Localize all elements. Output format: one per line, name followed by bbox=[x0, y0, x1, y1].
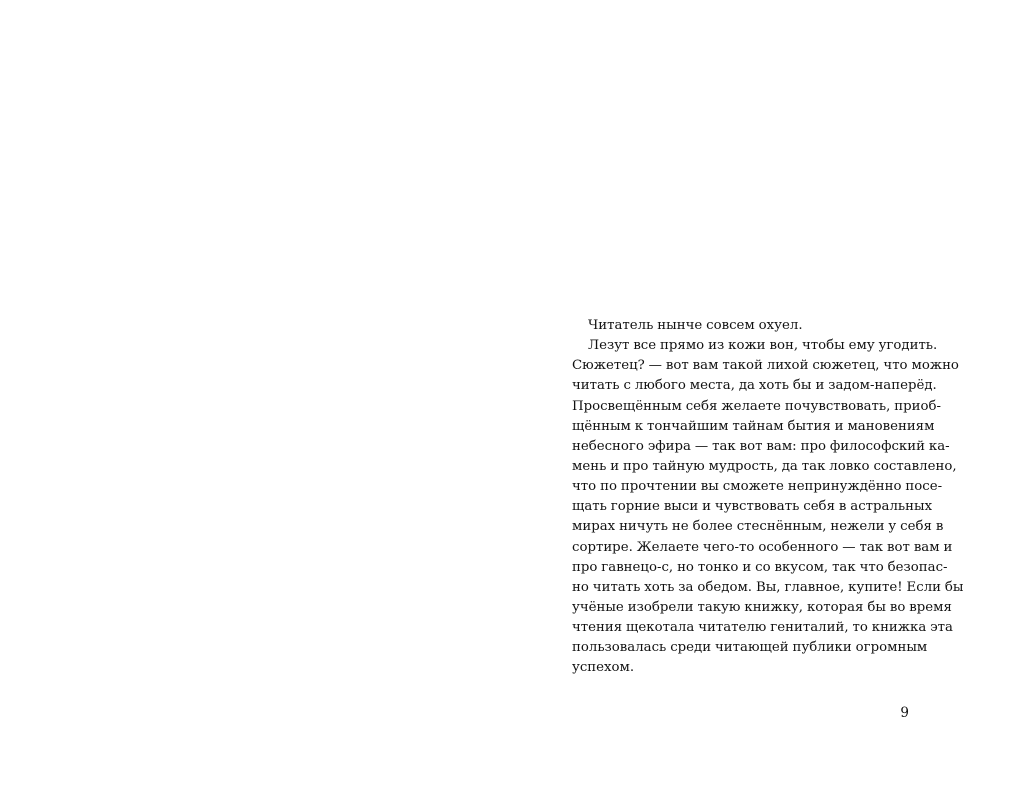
text-line: Лезут все прямо из кожи вон, чтобы ему угодить. bbox=[588, 338, 938, 354]
text-line: щать горние выси и чувствовать себя в астральных bbox=[572, 499, 933, 515]
text-line: Просвещённым себя желаете почувствовать, приоб- bbox=[572, 398, 942, 414]
text-line: мень и про тайную мудрость, да так ловко составлено, bbox=[572, 458, 957, 474]
text-line: Читатель нынче совсем охуел. bbox=[588, 318, 803, 333]
text-line: Сюжетец? — вот вам такой лихой сюжетец, что можно bbox=[572, 358, 959, 374]
text-line: читать с любого места, да хоть бы и задом-наперёд. bbox=[572, 378, 937, 394]
body-text bbox=[572, 316, 964, 679]
text-line: небесного эфира — так вот вам: про философский ка- bbox=[572, 438, 950, 454]
text-line: мирах ничуть не более стеснённым, нежели у себя в bbox=[572, 519, 944, 535]
text-line: сортире. Желаете чего-то особенного — так вот вам и bbox=[572, 539, 953, 555]
text-line: учёные изобрели такую книжку, которая бы во время bbox=[572, 599, 952, 615]
text-line: щённым к тончайшим тайнам бытия и мановениям bbox=[572, 418, 935, 434]
right-page bbox=[507, 0, 1014, 800]
text-line: про гавнецо-с, но тонко и со вкусом, так что безопас- bbox=[572, 559, 948, 575]
text-line: чтения щекотала читателю гениталий, то книжка эта bbox=[572, 620, 953, 636]
text-line: успехом. bbox=[572, 660, 635, 676]
page-number: 9 bbox=[900, 705, 909, 721]
text-line: что по прочтении вы сможете непринуждённо посе- bbox=[572, 479, 943, 495]
text-line: но читать хоть за обедом. Вы, главное, купите! Если бы bbox=[572, 579, 964, 595]
text-line: пользовалась среди читающей публики огромным bbox=[572, 640, 928, 656]
